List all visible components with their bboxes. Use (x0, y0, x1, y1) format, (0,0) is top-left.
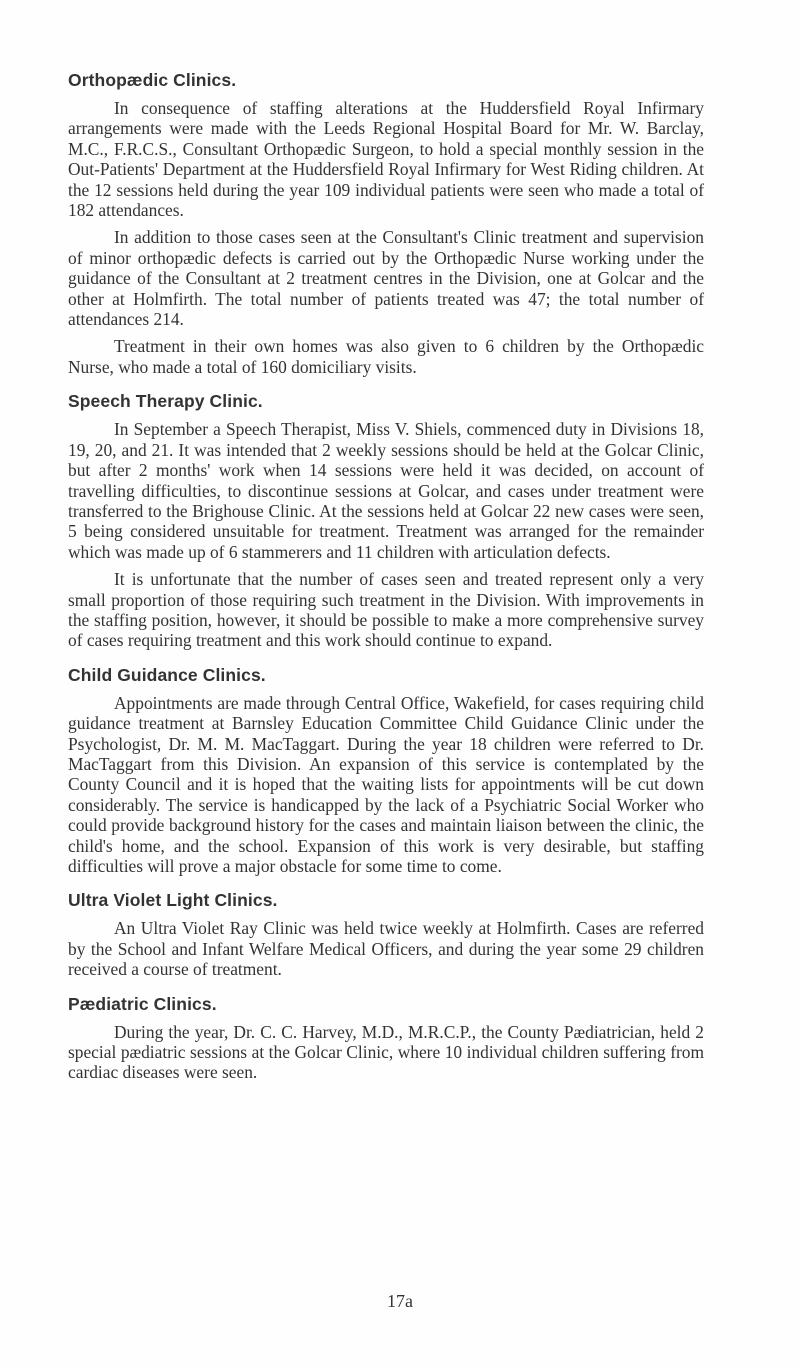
section-heading: Ultra Violet Light Clinics. (68, 890, 278, 911)
section-ultra-violet-light-clinics (68, 890, 704, 979)
section-heading: Orthopædic Clinics. (68, 70, 237, 90)
paragraph: In addition to those cases seen at the Consultant's Clinic treatment and supervision of minor orthopædic defects is carried out by the Orthopædic Nurse working under the guidance of the Consultant at 2 treatment centres in the Division, one at Golcar and the other at Holmfirth. The total number of patients treated was 47; the total number of attendances 214. (68, 227, 704, 330)
paragraph: Treatment in their own homes was also given to 6 children by the Orthopædic Nurse, who made a total of 160 domiciliary visits. (68, 336, 704, 377)
section-orthopaedic-clinics (68, 70, 704, 377)
section-child-guidance-clinics (68, 665, 704, 877)
paragraph: It is unfortunate that the number of cases seen and treated represent only a very small proportion of those requiring such treatment in the Division. With improvements in the staffing position, however, it should be possible to make a more comprehensive survey of cases requiring treatment and this work should continue to expand. (68, 569, 704, 651)
section-heading: Speech Therapy Clinic. (68, 391, 263, 412)
section-paediatric-clinics (68, 994, 704, 1083)
paragraph: Appointments are made through Central Office, Wakefield, for cases requiring child guidance treatment at Barnsley Education Committee Child Guidance Clinic under the Psychologist, Dr. M. M. MacTaggart. During the year 18 children were referred to Dr. MacTaggart from this Division. An expansion of this service is contemplated by the County Council and it is hoped that the waiting lists for appointments will be cut down considerably. The service is handicapped by the lack of a Psychiatric Social Worker who could provide background history for the cases and maintain liaison between the clinic, the child's home, and the school. Expansion of this work is very desirable, but staffing difficulties will prove a major obstacle for some time to come. (68, 692, 704, 876)
paragraph: An Ultra Violet Ray Clinic was held twice weekly at Holmfirth. Cases are referred by the School and Infant Welfare Medical Officers, and during the year some 29 children received a course of treatment. (68, 918, 704, 980)
paragraph: In September a Speech Therapist, Miss V. Shiels, commenced duty in Divisions 18, 19, 20, and 21. It was intended that 2 weekly sessions should be held at the Golcar Clinic, but after 2 months' work when 14 sessions were held it was decided, on account of travelling difficulties, to discontinue sessions at Golcar, and cases under treatment were transferred to the Brighouse Clinic. At the sessions held at Golcar 22 new cases were seen, 5 being considered unsuitable for treatment. Treatment was arranged for the remainder which was made up of 6 stammerers and 11 children with articulation defects. (68, 419, 704, 562)
section-heading: Pædiatric Clinics. (68, 993, 217, 1014)
paragraph: In consequence of staffing alterations at the Huddersfield Royal Infirmary arrangements were made with the Leeds Regional Hospital Board for Mr. W. Barclay, M.C., F.R.C.S., Consultant Orthopædic Surgeon, to hold a special monthly session in the Out-Patients' Department at the Huddersfield Royal Infirmary for West Riding children. At the 12 sessions held during the year 109 individual patients were seen who made a total of 182 attendances. (68, 98, 704, 221)
section-speech-therapy-clinic (68, 391, 704, 650)
section-heading: Child Guidance Clinics. (68, 664, 266, 685)
page-number: 17a (387, 1291, 413, 1311)
paragraph: During the year, Dr. C. C. Harvey, M.D., M.R.C.P., the County Pædiatrician, held 2 special pædiatric sessions at the Golcar Clinic, where 10 individual children suffering from cardiac diseases were seen. (68, 1021, 704, 1083)
